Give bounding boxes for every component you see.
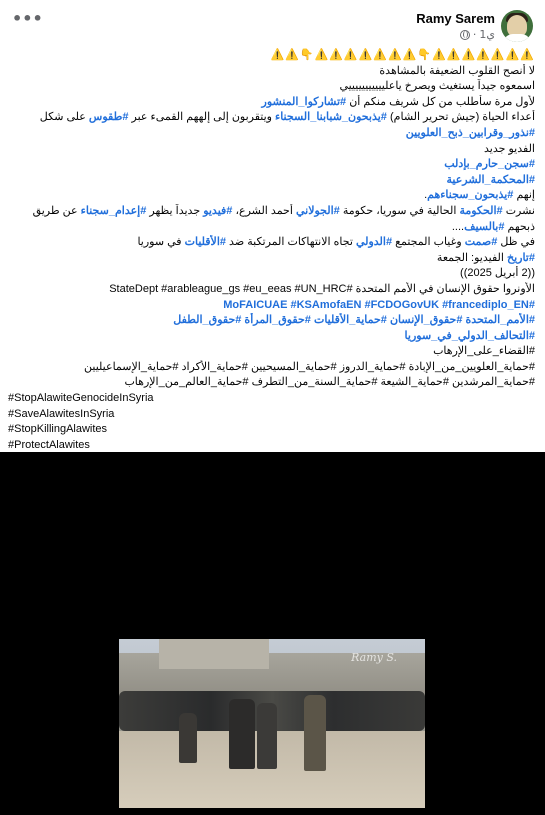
post-text-line [8, 251, 535, 267]
post-text: في ظل [497, 236, 535, 249]
more-options-button[interactable]: ••• [12, 9, 43, 28]
video-watermark: Ramy S. [351, 651, 397, 664]
hashtag-link[interactable]: #يذبحون_شبابنا_السجناء [275, 111, 387, 124]
hashtag-link[interactable]: #المحكمة_الشرعية [446, 173, 535, 186]
hashtag-link[interactable]: #بالسيف [464, 220, 505, 233]
post-body [8, 48, 535, 453]
thumbnail-building [159, 639, 269, 669]
post-text: على شكل [39, 111, 89, 124]
hashtag-link[interactable]: #سجن_حارم_بإدلب [444, 158, 535, 171]
post-text-line [8, 173, 535, 189]
post-text-line [8, 157, 535, 173]
hashtag-link[interactable]: #StopKillingAlawites [8, 423, 108, 436]
video-thumbnail[interactable] [119, 639, 425, 808]
hashtag-link[interactable]: #نذور_وقرابين_ذبح_العلويين [405, 126, 535, 139]
post-text-line [8, 95, 535, 111]
post-text-line [8, 298, 535, 314]
post-header [0, 8, 545, 48]
thumbnail-figure [304, 695, 326, 771]
post-text-line [8, 329, 535, 345]
post-text: الفيديو: الجمعة [436, 251, 507, 264]
post-text: جديداً يظهر [146, 204, 204, 217]
post-text: تجاه الانتهاكات المرتكبة ضد [226, 236, 356, 249]
avatar[interactable] [501, 10, 533, 42]
hashtag-link[interactable]: #ProtectAlawites [8, 438, 90, 451]
hashtag-link[interactable]: #StopAlawiteGenocideInSyria [8, 392, 154, 405]
video-player[interactable] [0, 452, 545, 815]
hashtag-link[interactable]: #صمت [464, 236, 498, 249]
hashtag-link[interactable]: #الحكومة [459, 204, 503, 217]
post-timestamp[interactable]: 1ي [479, 28, 495, 41]
hashtag-link[interactable]: #تاريخ [506, 251, 535, 264]
post-text: لأول مرة سأطلب من كل شريف منكم أن [346, 95, 535, 108]
post-text-line [8, 204, 535, 220]
post-text: أحمد الشرع، [232, 204, 296, 217]
hashtag-link[interactable]: #فيديو [203, 204, 233, 217]
hashtag-link[interactable]: #تشاركوا_المنشور [261, 95, 347, 108]
post-text: إنهم [513, 189, 535, 202]
post-text-line [8, 126, 535, 142]
post-text-line [8, 110, 535, 126]
hashtag-link[interactable]: #الدولي [355, 236, 393, 249]
post-text: .... [451, 220, 465, 233]
hashtag-link[interactable]: #التحالف_الدولي_في_سوريا [404, 329, 535, 342]
post-text-line [8, 235, 535, 251]
post-text: وغياب المجتمع [392, 236, 465, 249]
post-meta [460, 28, 495, 41]
post-text-line [8, 407, 535, 423]
hashtag-link[interactable]: #الجولاني [295, 204, 340, 217]
hashtag-link[interactable]: #الأقليات [184, 236, 226, 249]
thumbnail-figure [229, 699, 255, 769]
post-text: عن طريق [32, 204, 81, 217]
avatar-shirt [503, 34, 531, 42]
post-text: أعداء الحياة (جيش تحرير الشام) [386, 111, 535, 124]
post-text-line [8, 313, 535, 329]
hashtag-link[interactable]: #طقوس [88, 111, 129, 124]
post-text-line: ((2 أبريل 2025)) [460, 267, 535, 280]
post-text-line: الفديو جديد [484, 142, 535, 155]
post-text: ويتقربون إلى إلههم القمىء عبر [128, 111, 276, 124]
meta-separator: · [472, 28, 477, 41]
post-text: في سوريا [137, 236, 185, 249]
hashtag-link[interactable]: #يذبحون_سجناءهم [427, 189, 514, 202]
warning-emoji-line: ⚠️⚠️⚠️⚠️⚠️⚠️⚠️👇⚠️⚠️⚠️⚠️⚠️⚠️⚠️👇⚠️⚠️ [270, 49, 535, 61]
post-text: نشرت [502, 204, 535, 217]
post-text-line: #حماية_العلويين_من_الإبادة #حماية_الدروز #حماية_المسيحيين #حماية_الأكراد #حماية_الإسماعيليين [84, 360, 535, 373]
post-text: . [424, 189, 428, 202]
post-text-line: #حماية_المرشدين #حماية_الشيعة #حماية_السنة_من_التطرف #حماية_العالم_من_الإرهاب [124, 376, 535, 389]
author-name[interactable]: Ramy Sarem [416, 11, 495, 26]
post-text-line: #القضاء_على_الإرهاب [433, 345, 535, 358]
post-text-line [8, 391, 535, 407]
thumbnail-figure [179, 713, 197, 763]
post-text-line: لا أنصح القلوب الضعيفة بالمشاهدة [379, 64, 535, 77]
post-text: الحالية في سوريا، حكومة [339, 204, 460, 217]
post-text: ذبحهم [504, 220, 535, 233]
post-text-line [8, 220, 535, 236]
thumbnail-figure [257, 703, 277, 769]
globe-icon[interactable] [460, 30, 470, 40]
hashtag-link[interactable]: #إعدام_سجناء [80, 204, 147, 217]
post-text-line [8, 188, 535, 204]
post-text-line [8, 422, 535, 438]
hashtag-link[interactable]: #الأمم_المتحدة #حقوق_الإنسان #حماية_الأقليات #حقوق_المرأة #حقوق_الطفل [173, 314, 535, 327]
hashtag-link[interactable]: #MoFAICUAE #KSAmofaEN #FCDOGovUK #francediplo_EN [223, 298, 535, 311]
post-text-line: اسمعوه جيداً يستغيث ويصرخ ياعليييييييييييي [339, 80, 535, 93]
post-text-line: الأونروا حقوق الإنسان في الأمم المتحدة #StateDept #arableague_gs #eu_eeas #UN_HRC [109, 282, 535, 295]
hashtag-link[interactable]: #SaveAlawitesInSyria [8, 407, 115, 420]
